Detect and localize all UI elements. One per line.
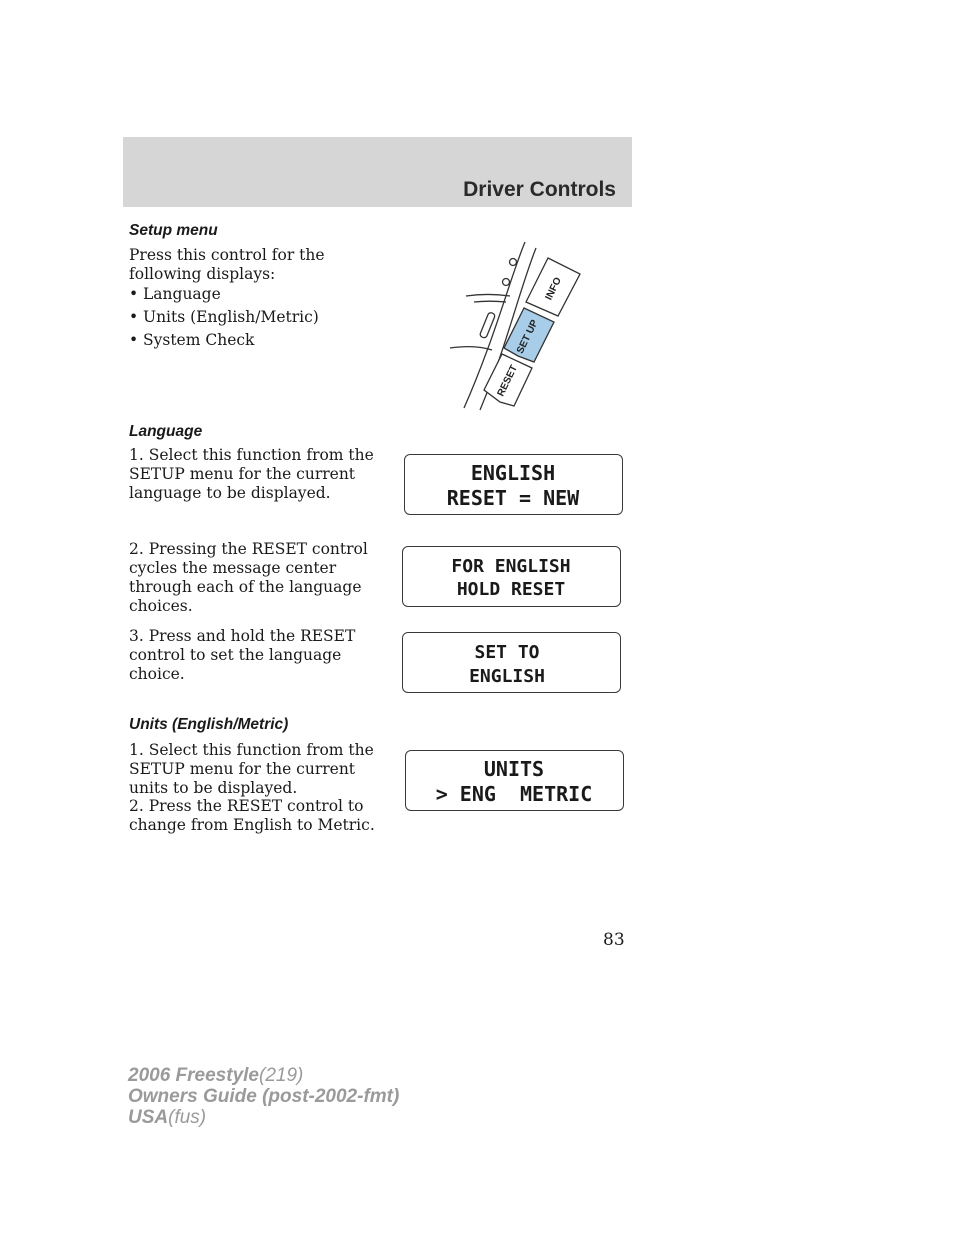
setup-button-label: SET UP bbox=[514, 318, 541, 356]
lcd-display-for-english bbox=[402, 546, 621, 607]
header-band bbox=[123, 137, 632, 207]
footer bbox=[128, 1065, 399, 1128]
bullet-text: System Check bbox=[143, 331, 255, 349]
bullet-system-check bbox=[129, 331, 254, 350]
lcd-line-1: SET TO bbox=[474, 642, 540, 663]
bullet-language bbox=[129, 285, 221, 304]
units-heading: Units (English/Metric) bbox=[129, 716, 289, 733]
section-title: Driver Controls bbox=[463, 178, 616, 201]
language-step-1: 1. Select this function from the SETUP menu for the current language to be displayed. bbox=[129, 446, 374, 502]
footer-guide: Owners Guide (post-2002-fmt) bbox=[128, 1086, 400, 1107]
setup-intro: Press this control for the following displays: bbox=[129, 246, 325, 283]
language-step-3: 3. Press and hold the RESET control to set the language choice. bbox=[129, 627, 356, 683]
lcd-line-2: ENGLISH bbox=[469, 666, 545, 687]
bullet-dot: • bbox=[129, 285, 139, 303]
lcd-display-english bbox=[404, 454, 623, 515]
bullet-text: Units (English/Metric) bbox=[143, 308, 319, 326]
lcd-line-2: RESET = NEW bbox=[446, 486, 580, 510]
info-button-label: INFO bbox=[543, 275, 564, 303]
bullet-dot: • bbox=[129, 308, 139, 326]
lcd-display-set-to-english bbox=[402, 632, 621, 693]
bullet-units bbox=[129, 308, 319, 327]
bullet-text: Language bbox=[143, 285, 221, 303]
lcd-line-2: HOLD RESET bbox=[456, 579, 566, 600]
language-heading: Language bbox=[129, 423, 203, 440]
reset-button-label: RESET bbox=[495, 363, 521, 399]
page-number: 83 bbox=[603, 930, 625, 950]
units-step-2: 2. Press the RESET control to change from English to Metric. bbox=[129, 797, 375, 834]
footer-market-code: (fus) bbox=[168, 1107, 207, 1128]
bullet-dot: • bbox=[129, 331, 139, 349]
lcd-line-1: UNITS bbox=[483, 757, 545, 781]
lcd-line-2: > ENG METRIC bbox=[435, 782, 593, 806]
lcd-display-units bbox=[405, 750, 624, 811]
units-step-1: 1. Select this function from the SETUP menu for the current units to be displayed. bbox=[129, 741, 374, 797]
setup-menu-heading: Setup menu bbox=[129, 222, 218, 239]
footer-market: USA bbox=[128, 1107, 169, 1128]
control-illustration bbox=[440, 238, 605, 413]
lcd-line-1: ENGLISH bbox=[470, 461, 556, 485]
lcd-line-1: FOR ENGLISH bbox=[451, 556, 571, 577]
footer-model-code: (219) bbox=[259, 1065, 304, 1086]
footer-model: 2006 Freestyle bbox=[128, 1065, 259, 1086]
language-step-2: 2. Pressing the RESET control cycles the message center through each of the language choices. bbox=[129, 540, 368, 615]
